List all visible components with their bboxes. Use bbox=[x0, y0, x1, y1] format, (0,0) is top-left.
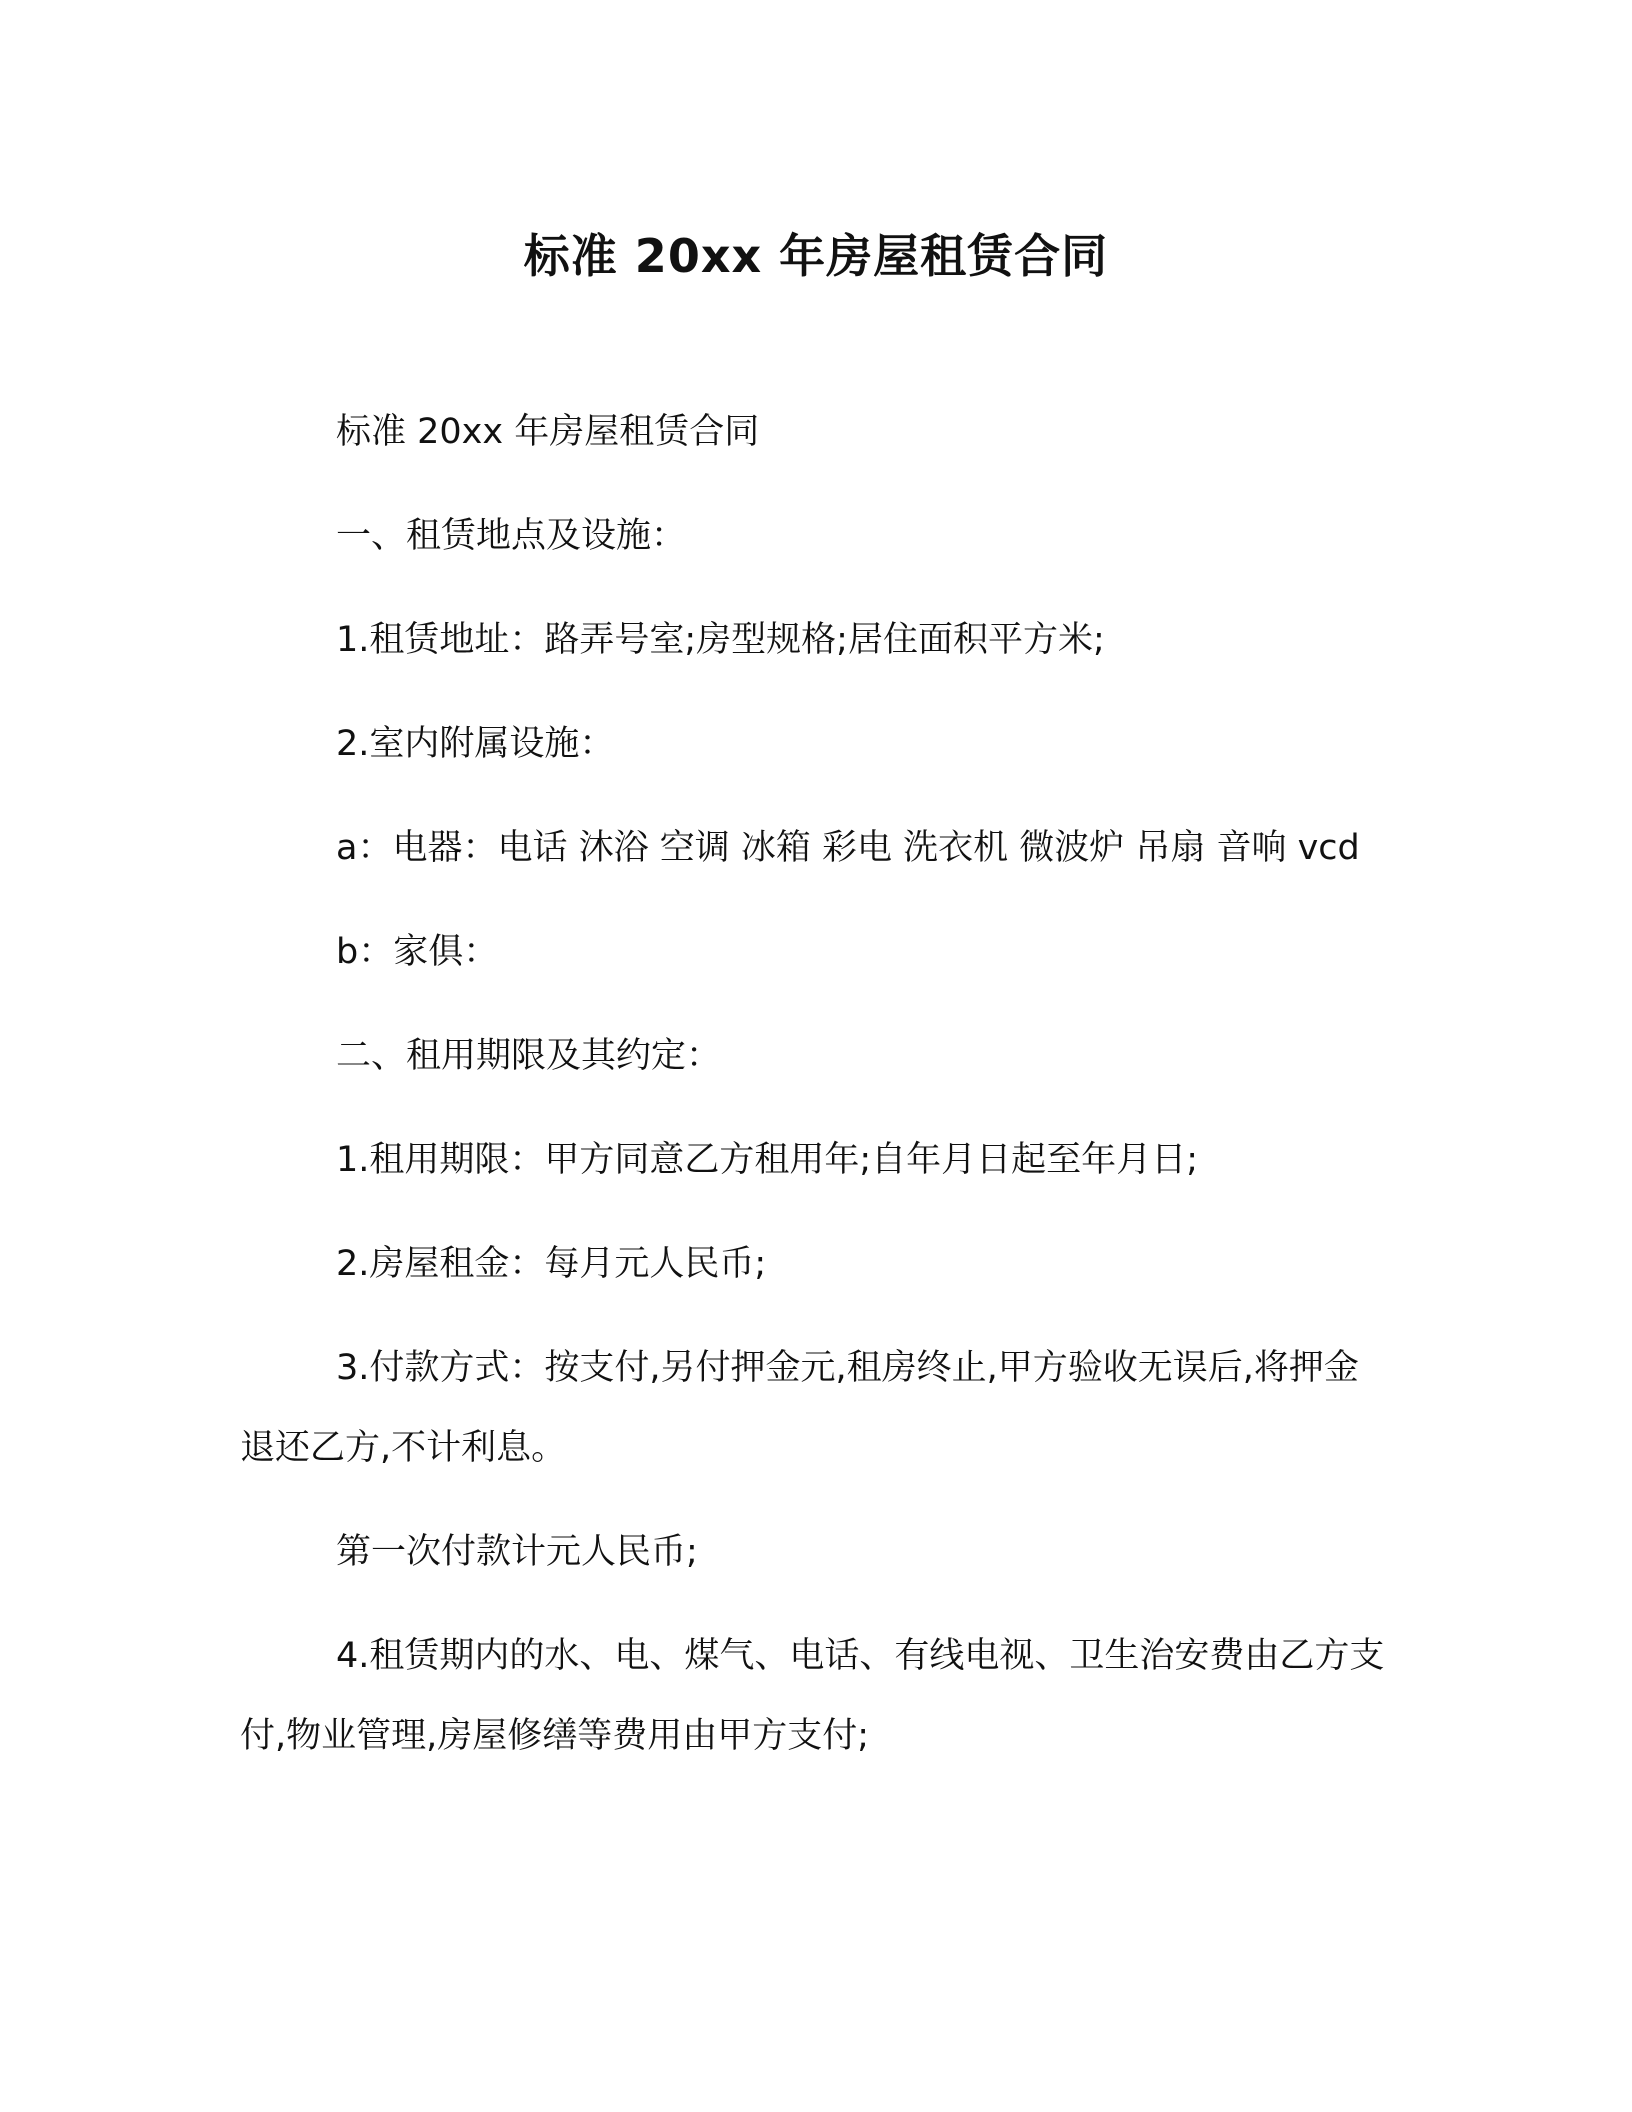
paragraph-payment-method: 3.付款方式：按支付,另付押金元,租房终止,甲方验收无误后,将押金退还乙方,不计利息。 bbox=[240, 1348, 1359, 1468]
paragraph-rent: 2.房屋租金：每月元人民币; bbox=[336, 1244, 767, 1284]
paragraph-first-payment: 第一次付款计元人民币; bbox=[336, 1532, 698, 1572]
paragraph-indoor-facilities: 2.室内附属设施： bbox=[336, 724, 615, 764]
paragraph-utilities: 4.租赁期内的水、电、煤气、电话、有线电视、卫生治安费由乙方支付,物业管理,房屋修缮等费用由甲方支付; bbox=[240, 1636, 1385, 1756]
paragraph-furniture: b：家俱： bbox=[336, 932, 499, 972]
paragraph-rental-address: 1.租赁地址：路弄号室;房型规格;居住面积平方米; bbox=[336, 620, 1105, 660]
document-body bbox=[240, 392, 1390, 1800]
paragraph-section-1-heading: 一、租赁地点及设施： bbox=[336, 516, 687, 556]
document-title: 标准 20xx 年房屋租赁合同 bbox=[523, 229, 1109, 283]
paragraph-lease-term: 1.租用期限：甲方同意乙方租用年;自年月日起至年月日; bbox=[336, 1140, 1198, 1180]
paragraph-appliances: a：电器：电话 沐浴 空调 冰箱 彩电 洗衣机 微波炉 吊扇 音响 vcd bbox=[336, 828, 1360, 868]
paragraph-section-2-heading: 二、租用期限及其约定： bbox=[336, 1036, 722, 1076]
paragraph-contract-name: 标准 20xx 年房屋租赁合同 bbox=[336, 412, 760, 452]
